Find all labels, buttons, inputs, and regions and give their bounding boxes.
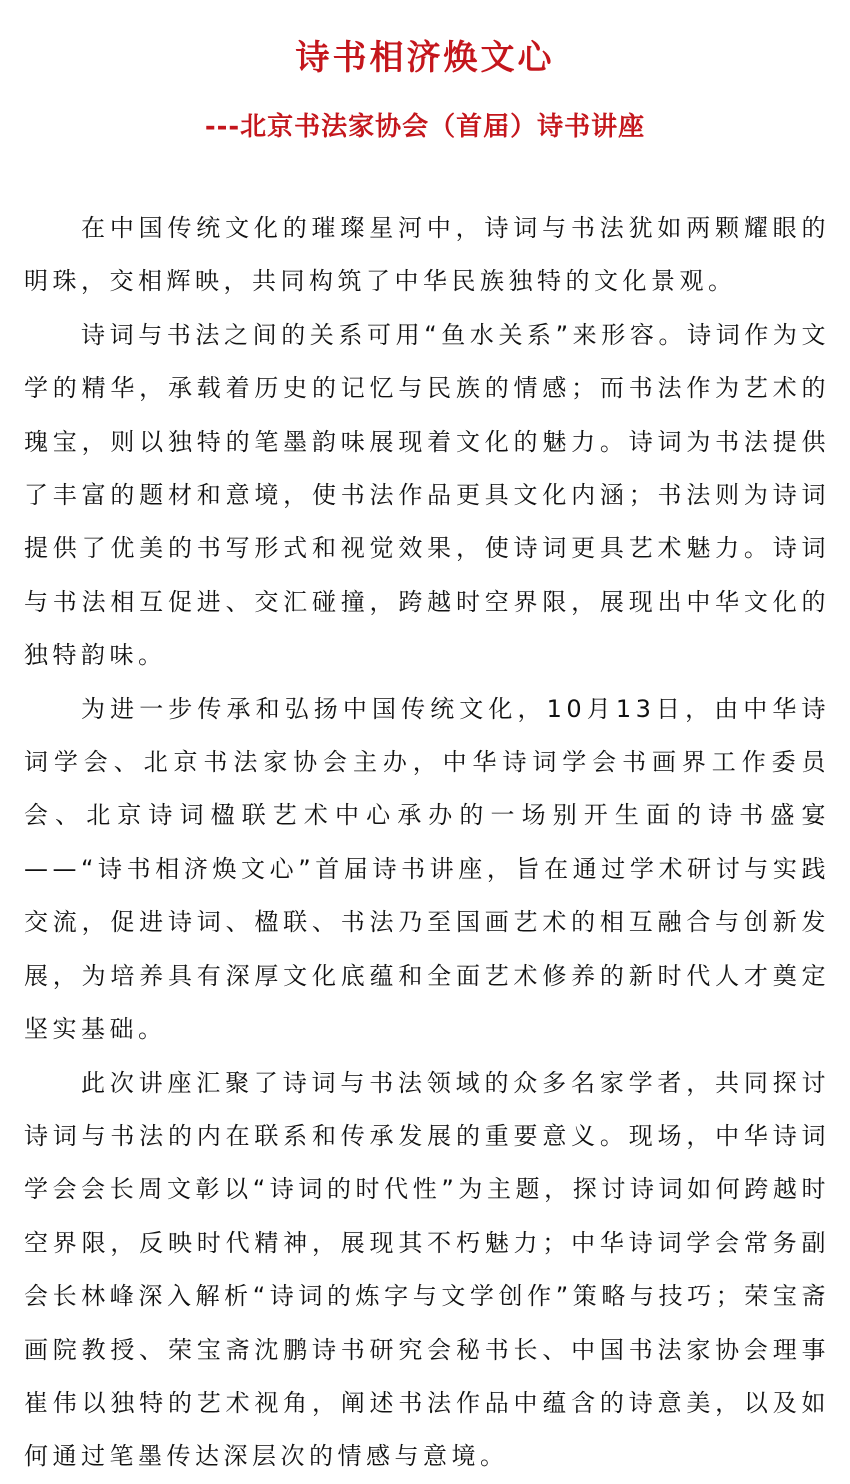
- page-subtitle: ---北京书法家协会（首届）诗书讲座: [204, 112, 646, 142]
- article-body: [24, 202, 830, 1484]
- page-title: 诗书相济焕文心: [295, 38, 555, 78]
- paragraph-intro: 在中国传统文化的璀璨星河中，诗词与书法犹如两颗耀眼的明珠，交相辉映，共同构筑了中华民族独特的文化景观。: [24, 214, 830, 296]
- paragraph-event: 为进一步传承和弘扬中国传统文化，10月13日，由中华诗词学会、北京书法家协会主办，中华诗词学会书画界工作委员会、北京诗词楹联艺术中心承办的一场别开生面的诗书盛宴——“诗书相济焕文心”首届诗书讲座，旨在通过学术研讨与实践交流，促进诗词、楹联、书法乃至国画艺术的相互融合与创新发展，为培养具有深厚文化底蕴和全面艺术修养的新时代人才奠定坚实基础。: [24, 694, 830, 1044]
- paragraph-speakers: 此次讲座汇聚了诗词与书法领域的众多名家学者，共同探讨诗词与书法的内在联系和传承发展的重要意义。现场，中华诗词学会会长周文彰以“诗词的时代性”为主题，探讨诗词如何跨越时空界限，反映时代精神，展现其不朽魅力；中华诗词学会常务副会长林峰深入解析“诗词的炼字与文学创作”策略与技巧；荣宝斋画院教授、荣宝斋沈鹏诗书研究会秘书长、中国书法家协会理事崔伟以独特的艺术视角，阐述书法作品中蕴含的诗意美，以及如何通过笔墨传达深层次的情感与意境。: [24, 1068, 830, 1471]
- paragraph-relationship: 诗词与书法之间的关系可用“鱼水关系”来形容。诗词作为文学的精华，承载着历史的记忆与民族的情感；而书法作为艺术的瑰宝，则以独特的笔墨韵味展现着文化的魅力。诗词为书法提供了丰富的题材和意境，使书法作品更具文化内涵；书法则为诗词提供了优美的书写形式和视觉效果，使诗词更具艺术魅力。诗词与书法相互促进、交汇碰撞，跨越时空界限，展现出中华文化的独特韵味。: [24, 320, 830, 670]
